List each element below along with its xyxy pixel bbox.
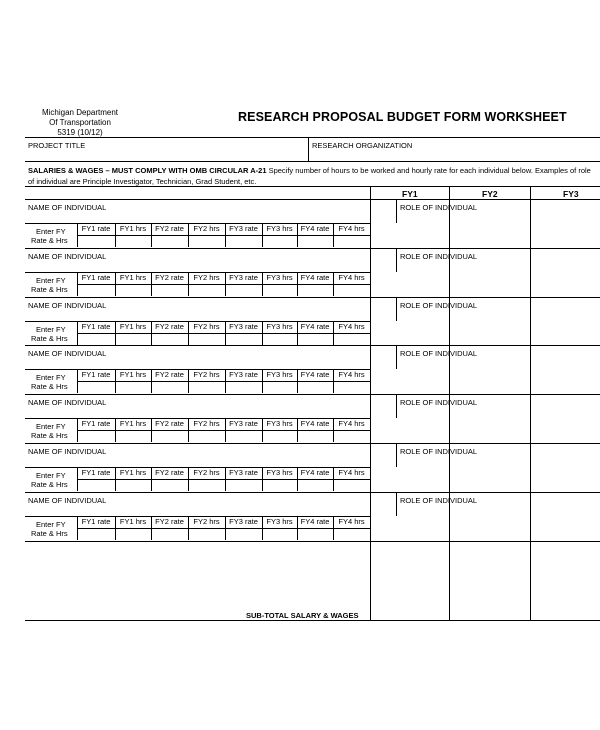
value-cell-border [77, 381, 78, 393]
role-divider [396, 345, 397, 369]
rate-cell[interactable]: FY4 rate [300, 370, 330, 380]
rule-rate-mid [77, 284, 370, 285]
rate-cell[interactable]: FY1 hrs [119, 272, 147, 282]
rule-below-title [25, 161, 600, 162]
role-of-individual-field[interactable]: ROLE OF INDIVIDUAL [400, 398, 478, 408]
rate-cell[interactable]: FY2 hrs [193, 370, 220, 380]
value-cell-border [333, 430, 334, 442]
salary-instructions [28, 165, 593, 187]
rate-cell[interactable]: FY4 hrs [338, 224, 365, 233]
rate-cell[interactable]: FY2 hrs [193, 468, 220, 477]
fy-column-left-border [370, 186, 371, 620]
rate-cell[interactable]: FY3 rate [229, 468, 258, 477]
rule-rate-mid [77, 235, 370, 236]
rate-cell[interactable]: FY2 hrs [193, 419, 220, 429]
rate-cell[interactable]: FY4 rate [300, 272, 330, 282]
rule-block-bottom [25, 394, 600, 395]
rate-cell[interactable]: FY1 hrs [119, 516, 147, 526]
rate-cell[interactable]: FY3 rate [229, 224, 258, 233]
rate-cell[interactable]: FY4 hrs [338, 370, 365, 380]
value-cell-border [151, 381, 152, 393]
value-cell-border [262, 333, 263, 345]
name-of-individual-field[interactable]: NAME OF INDIVIDUAL [28, 203, 107, 212]
rate-cell[interactable]: FY4 hrs [338, 468, 365, 477]
rule-rate-mid [77, 479, 370, 480]
rule-block-bottom [25, 541, 600, 542]
rate-cell[interactable]: FY2 hrs [193, 516, 220, 526]
value-cell-border [188, 528, 189, 540]
rate-cell[interactable]: FY2 hrs [193, 272, 220, 282]
role-of-individual-field[interactable]: ROLE OF INDIVIDUAL [400, 203, 478, 212]
form-title: RESEARCH PROPOSAL BUDGET FORM WORKSHEET [238, 110, 567, 124]
rate-cell[interactable]: FY4 hrs [338, 321, 365, 331]
value-cell-border [297, 528, 298, 540]
role-of-individual-field[interactable]: ROLE OF INDIVIDUAL [400, 349, 478, 359]
fy3-header: FY3 [563, 189, 579, 199]
rate-cell[interactable]: FY4 rate [300, 224, 330, 233]
rate-cell[interactable]: FY4 rate [300, 419, 330, 429]
role-divider [396, 443, 397, 467]
value-cell-border [262, 430, 263, 442]
rate-hrs-label: Rate & Hrs [31, 431, 68, 441]
value-cell-border [77, 528, 78, 540]
value-cell-border [225, 235, 226, 247]
rate-cell[interactable]: FY1 hrs [119, 370, 147, 380]
value-cell-border [225, 528, 226, 540]
rate-cell[interactable]: FY2 hrs [193, 224, 220, 233]
rate-cell[interactable]: FY3 rate [229, 272, 258, 282]
value-cell-border [77, 479, 78, 491]
rate-hrs-label: Rate & Hrs [31, 333, 68, 343]
fy-column-divider-2 [530, 186, 531, 620]
rate-cell[interactable]: FY3 hrs [266, 468, 293, 477]
rate-cell[interactable]: FY1 rate [81, 419, 111, 429]
rate-cell[interactable]: FY1 hrs [119, 224, 147, 233]
rate-hrs-label: Rate & Hrs [31, 236, 68, 245]
value-cell-border [297, 235, 298, 247]
value-cell-border [115, 284, 116, 296]
rate-cell[interactable]: FY1 rate [81, 468, 111, 477]
department-block [28, 108, 132, 138]
value-cell-border [333, 284, 334, 296]
value-cell-border [151, 235, 152, 247]
rule-rate-mid [77, 381, 370, 382]
rule-below-fy [25, 199, 600, 200]
name-of-individual-field[interactable]: NAME OF INDIVIDUAL [28, 447, 107, 456]
rule-rate-mid [77, 528, 370, 529]
value-cell-border [333, 333, 334, 345]
value-cell-border [115, 430, 116, 442]
value-cell-border [333, 235, 334, 247]
enter-fy-label: Enter FY [36, 275, 66, 285]
rate-cell[interactable]: FY3 hrs [266, 272, 293, 282]
value-cell-border [151, 528, 152, 540]
rate-hrs-label: Rate & Hrs [31, 382, 68, 392]
value-cell-border [225, 479, 226, 491]
instructions-bold: SALARIES & WAGES – MUST COMPLY WITH OMB CIRCULAR A-21 [28, 166, 267, 175]
value-cell-border [225, 333, 226, 345]
rule-block-bottom [25, 345, 600, 346]
value-cell-border [333, 528, 334, 540]
rate-cell[interactable]: FY3 rate [229, 370, 258, 380]
value-cell-border [115, 381, 116, 393]
value-cell-border [115, 235, 116, 247]
value-cell-border [225, 381, 226, 393]
rate-cell[interactable]: FY3 hrs [266, 419, 293, 429]
rate-hrs-label: Rate & Hrs [31, 480, 68, 489]
value-cell-border [262, 235, 263, 247]
value-cell-border [115, 333, 116, 345]
rate-cell[interactable]: FY1 rate [81, 321, 111, 331]
rule-block-bottom [25, 297, 600, 298]
form-number: 5319 (10/12) [57, 128, 103, 137]
rate-cell[interactable]: FY4 rate [300, 468, 330, 477]
role-of-individual-field[interactable]: ROLE OF INDIVIDUAL [400, 495, 478, 505]
value-cell-border [262, 479, 263, 491]
rule-rate-mid [77, 430, 370, 431]
enter-fy-label: Enter FY [36, 324, 66, 334]
role-divider [396, 248, 397, 272]
role-divider [396, 297, 397, 321]
role-of-individual-field[interactable]: ROLE OF INDIVIDUAL [400, 300, 478, 310]
value-cell-border [151, 479, 152, 491]
value-cell-border [77, 284, 78, 296]
rate-cell[interactable]: FY4 hrs [338, 516, 365, 526]
rate-cell[interactable]: FY1 hrs [119, 468, 147, 477]
enter-fy-label: Enter FY [36, 471, 66, 480]
value-cell-border [151, 333, 152, 345]
rule-block-bottom [25, 443, 600, 444]
enter-fy-label: Enter FY [36, 422, 66, 432]
research-organization-field[interactable]: RESEARCH ORGANIZATION [312, 141, 413, 150]
value-cell-border [297, 284, 298, 296]
value-cell-border [297, 381, 298, 393]
value-cell-border [262, 528, 263, 540]
top-divider [308, 137, 309, 161]
value-cell-border [188, 479, 189, 491]
name-of-individual-field[interactable]: NAME OF INDIVIDUAL [28, 398, 107, 408]
instructions-text: Specify number of hours to be worked and hourly rate for each individual below. Examples of role of individual are Principle Investigator, Technician, Grad Student, etc. [28, 166, 591, 186]
role-divider [396, 492, 397, 516]
value-cell-border [297, 333, 298, 345]
enter-fy-label: Enter FY [36, 519, 66, 529]
subtotal-label: SUB-TOTAL SALARY & WAGES [246, 611, 359, 620]
rule-above-fy [25, 186, 600, 187]
value-cell-border [77, 333, 78, 345]
role-of-individual-field[interactable]: ROLE OF INDIVIDUAL [400, 251, 478, 261]
value-cell-border [151, 284, 152, 296]
project-title-field[interactable]: PROJECT TITLE [28, 141, 86, 150]
rate-cell[interactable]: FY4 hrs [338, 272, 365, 282]
name-of-individual-field[interactable]: NAME OF INDIVIDUAL [28, 300, 107, 310]
value-cell-border [262, 284, 263, 296]
rate-cell[interactable]: FY2 rate [155, 224, 184, 233]
role-divider [396, 199, 397, 223]
value-cell-border [297, 430, 298, 442]
value-cell-border [77, 235, 78, 247]
rate-cell[interactable]: FY1 rate [81, 224, 111, 233]
value-cell-border [225, 430, 226, 442]
value-cell-border [188, 430, 189, 442]
value-cell-border [77, 430, 78, 442]
role-of-individual-field[interactable]: ROLE OF INDIVIDUAL [400, 447, 478, 456]
value-cell-border [115, 479, 116, 491]
value-cell-border [188, 333, 189, 345]
fy2-header: FY2 [482, 189, 498, 199]
rate-hrs-label: Rate & Hrs [31, 528, 68, 538]
enter-fy-label: Enter FY [36, 373, 66, 383]
rate-cell[interactable]: FY2 hrs [193, 321, 220, 331]
rate-cell[interactable]: FY2 rate [155, 468, 184, 477]
value-cell-border [333, 479, 334, 491]
name-of-individual-field[interactable]: NAME OF INDIVIDUAL [28, 349, 107, 359]
rate-cell[interactable]: FY3 hrs [266, 224, 293, 233]
rate-cell[interactable]: FY3 rate [229, 419, 258, 429]
rule-top [25, 137, 600, 138]
rule-rate-mid [77, 333, 370, 334]
role-divider [396, 394, 397, 418]
value-cell-border [188, 235, 189, 247]
rate-cell[interactable]: FY2 rate [155, 419, 184, 429]
rate-hrs-label: Rate & Hrs [31, 284, 68, 294]
rate-cell[interactable]: FY2 rate [155, 272, 184, 282]
rate-cell[interactable]: FY3 rate [229, 516, 258, 526]
rate-cell[interactable]: FY3 rate [229, 321, 258, 331]
rate-cell[interactable]: FY1 rate [81, 370, 111, 380]
rate-cell[interactable]: FY2 rate [155, 321, 184, 331]
rule-block-bottom [25, 248, 600, 249]
value-cell-border [151, 430, 152, 442]
department-line-1: Michigan Department [41, 108, 119, 117]
rate-cell[interactable]: FY1 rate [81, 272, 111, 282]
rate-cell[interactable]: FY1 rate [81, 516, 111, 526]
fy1-header: FY1 [402, 189, 418, 199]
rate-cell[interactable]: FY3 hrs [266, 516, 293, 526]
rate-cell[interactable]: FY2 rate [155, 516, 184, 526]
value-cell-border [115, 528, 116, 540]
rate-cell[interactable]: FY1 hrs [119, 321, 147, 331]
rate-cell[interactable]: FY3 hrs [266, 370, 293, 380]
rate-cell[interactable]: FY4 rate [300, 321, 330, 331]
rule-block-bottom [25, 492, 600, 493]
value-cell-border [297, 479, 298, 491]
name-of-individual-field[interactable]: NAME OF INDIVIDUAL [28, 495, 107, 505]
department-line-2: Of Transportation [49, 118, 111, 127]
rate-cell[interactable]: FY2 rate [155, 370, 184, 380]
enter-fy-label: Enter FY [36, 227, 66, 236]
value-cell-border [188, 284, 189, 296]
value-cell-border [225, 284, 226, 296]
value-cell-border [188, 381, 189, 393]
rate-cell[interactable]: FY4 rate [300, 516, 330, 526]
rate-cell[interactable]: FY1 hrs [119, 419, 147, 429]
rule-subtotal-bottom [25, 620, 600, 621]
value-cell-border [333, 381, 334, 393]
rate-cell[interactable]: FY3 hrs [266, 321, 293, 331]
rate-cell[interactable]: FY4 hrs [338, 419, 365, 429]
value-cell-border [262, 381, 263, 393]
name-of-individual-field[interactable]: NAME OF INDIVIDUAL [28, 251, 107, 261]
